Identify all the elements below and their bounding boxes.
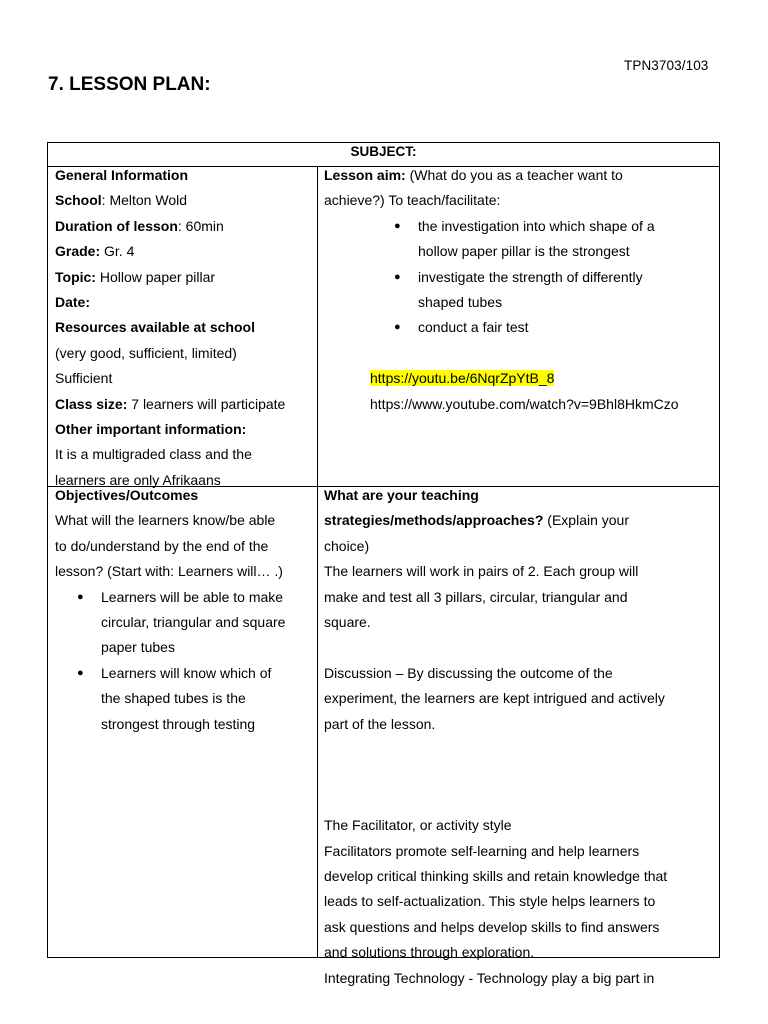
video-link-1[interactable]: https://youtu.be/6NqrZpYtB_8 — [370, 370, 555, 387]
objective-1-line-2: circular, triangular and square — [101, 614, 286, 631]
pairs-line-2: make and test all 3 pillars, circular, triangular and — [324, 588, 628, 605]
grade-value: Gr. 4 — [100, 243, 135, 260]
bullet-icon: ● — [77, 590, 84, 603]
objective-2-line-2: the shaped tubes is the — [101, 690, 246, 707]
objective-2-line-1: Learners will know which of — [101, 664, 272, 681]
objective-bullet-item — [55, 585, 315, 661]
date-label: Date: — [55, 294, 91, 311]
aim-intro-line-2: achieve?) To teach/facilitate: — [324, 192, 501, 209]
objectives-bullet-list — [55, 585, 315, 737]
facilitator-line-3: leads to self-actualization. This style helps learners to — [324, 893, 656, 910]
aim-bullet-3-line-1: conduct a fair test — [418, 319, 529, 336]
duration-label: Duration of lesson — [55, 217, 178, 234]
topic-line — [55, 265, 315, 290]
strategies-heading-2: strategies/methods/approaches? — [324, 512, 544, 529]
page-title: 7. LESSON PLAN: — [48, 74, 211, 95]
aim-intro-1: (What do you as a teacher want to — [405, 167, 623, 183]
other-info-line-2: learners are only Afrikaans — [55, 471, 221, 488]
pairs-line-1: The learners will work in pairs of 2. Each group will — [324, 563, 639, 580]
grade-label: Grade: — [55, 243, 101, 260]
pairs-line-3: square. — [324, 614, 371, 631]
grade-line — [55, 239, 315, 264]
strategies-explain-2: choice) — [324, 537, 370, 554]
spacer — [324, 788, 720, 813]
bullet-icon: ● — [394, 321, 401, 334]
general-information-cell — [55, 163, 315, 488]
aim-bullet-1-line-1: the investigation into which shape of a — [418, 217, 655, 234]
aim-bullet-item — [324, 265, 720, 316]
video-link-2[interactable]: https://www.youtube.com/watch?v=9Bhl8HkmCzo — [370, 395, 679, 412]
resources-options: (very good, sufficient, limited) — [55, 344, 237, 361]
objective-1-line-1: Learners will be able to make — [101, 588, 284, 605]
objective-1-line-3: paper tubes — [101, 639, 175, 656]
bullet-icon: ● — [394, 270, 401, 283]
objectives-question-3: lesson? (Start with: Learners will… .) — [55, 563, 283, 580]
video-link-1-line — [324, 366, 720, 391]
subject-header: SUBJECT: — [48, 143, 719, 167]
spacer — [324, 341, 720, 366]
class-size-value: 7 learners will participate — [127, 395, 286, 412]
bullet-icon: ● — [77, 666, 84, 679]
doc-code: TPN3703/103 — [624, 58, 709, 73]
school-line — [55, 188, 315, 213]
topic-value: Hollow paper pillar — [95, 268, 216, 285]
column-divider — [317, 166, 318, 957]
objectives-heading: Objectives/Outcomes — [55, 487, 199, 503]
spacer — [324, 737, 720, 762]
class-size-label: Class size: — [55, 395, 128, 412]
aim-label: Lesson aim: — [324, 167, 406, 183]
discussion-line-1: Discussion – By discussing the outcome of the — [324, 664, 613, 681]
bullet-icon: ● — [394, 219, 401, 232]
strategies-heading-line-2 — [324, 508, 720, 533]
other-info-line-1: It is a multigraded class and the — [55, 446, 252, 463]
topic-label: Topic: — [55, 268, 96, 285]
facilitator-line-5: and solutions through exploration. — [324, 944, 535, 961]
aim-bullet-1-line-2: hollow paper pillar is the strongest — [418, 243, 630, 260]
objectives-question-1: What will the learners know/be able — [55, 512, 276, 529]
general-heading: General Information — [55, 167, 189, 183]
spacer — [324, 635, 720, 660]
aim-bullet-2-line-1: investigate the strength of differently — [418, 268, 643, 285]
school-label: School — [55, 192, 102, 209]
aim-bullet-item — [324, 315, 720, 340]
resources-label: Resources available at school — [55, 319, 255, 336]
strategies-cell — [324, 483, 720, 986]
aim-bullet-2-line-2: shaped tubes — [418, 294, 503, 311]
discussion-line-2: experiment, the learners are kept intrigued and actively — [324, 690, 665, 707]
other-info-label: Other important information: — [55, 421, 247, 438]
objectives-question-2: to do/understand by the end of the — [55, 537, 269, 554]
facilitator-line-2: develop critical thinking skills and retain knowledge that — [324, 868, 668, 885]
school-value: : Melton Wold — [101, 192, 188, 209]
duration-line — [55, 214, 315, 239]
facilitator-title: The Facilitator, or activity style — [324, 817, 512, 834]
duration-value: : 60min — [177, 217, 224, 234]
objectives-cell — [55, 483, 315, 957]
objective-bullet-item — [55, 661, 315, 737]
facilitator-line-4: ask questions and helps develop skills to find answers — [324, 918, 660, 935]
lesson-plan-table — [47, 142, 720, 986]
class-size-line — [55, 392, 315, 417]
aim-intro-line-1 — [324, 163, 720, 188]
aim-bullet-item — [324, 214, 720, 265]
facilitator-line-1: Facilitators promote self-learning and help learners — [324, 842, 640, 859]
objective-2-line-3: strongest through testing — [101, 715, 256, 732]
strategies-heading-1: What are your teaching — [324, 487, 479, 503]
discussion-line-3: part of the lesson. — [324, 715, 436, 732]
strategies-explain-1: (Explain your — [543, 512, 629, 529]
spacer — [324, 762, 720, 787]
technology-line-1: Integrating Technology - Technology play a big part in — [324, 969, 655, 986]
resources-value: Sufficient — [55, 370, 113, 387]
lesson-aim-cell — [324, 163, 720, 485]
aim-bullet-list — [324, 214, 720, 341]
